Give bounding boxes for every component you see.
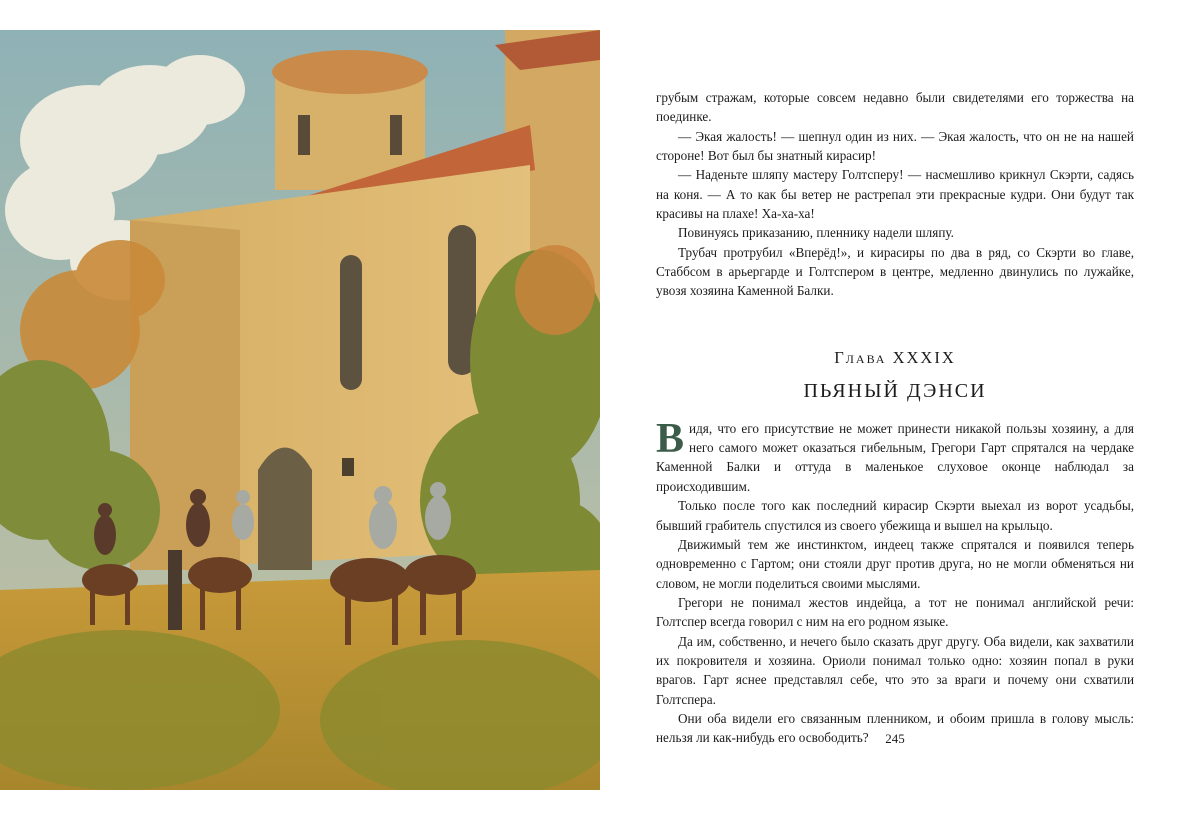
opening-paragraph-text: идя, что его присутствие не может принести никакой пользы хозяину, а для него самого может оказаться гибельным, Грегори Гарт спрятался на чердаке Каменной Балки и оттуда в маленькое слуховое оконце наблюдал за происходившим. bbox=[656, 420, 1134, 494]
paragraph: — Экая жалость! — шепнул один из них. — Экая жалость, что он не на нашей стороне! Вот был бы знатный кирасир! bbox=[656, 128, 1134, 164]
chapter-number: Глава XXXIX bbox=[834, 347, 956, 367]
paragraph: Трубач протрубил «Вперёд!», и кирасиры по два в ряд, со Скэрти во главе, Стаббсом в арьергарде и Голтспером в центре, медленно двинулись по лужайке, увозя хозяина Каменной Балки. bbox=[656, 244, 1134, 299]
chapter-title: ПЬЯНЫЙ ДЭНСИ bbox=[803, 379, 987, 402]
paragraph: — Наденьте шляпу мастеру Голтсперу! — насмешливо крикнул Скэрти, садясь на коня. — А то как бы ветер не растрепал эти прекрасные кудри. Они будут так красивы на плахе! Ха-ха-ха! bbox=[656, 167, 1134, 222]
castle-illustration bbox=[0, 30, 600, 790]
paragraph: Только после того как последний кирасир Скэрти выехал из ворот усадьбы, бывший грабитель спустился из своего убежища и вышел на крыльцо. bbox=[656, 498, 1134, 533]
text-page bbox=[656, 88, 1134, 748]
paragraph: Движимый тем же инстинктом, индеец также спрятался и появился теперь одновременно с Гартом; они стояли друг против друга, но не могли обменяться ни словом, не могли поделиться своими мыслями. bbox=[656, 536, 1134, 591]
page-number: 245 bbox=[885, 731, 905, 746]
paragraph: грубым стражам, которые совсем недавно были свидетелями его торжества на поединке. bbox=[656, 90, 1134, 125]
bottom-paragraphs bbox=[656, 496, 1134, 747]
paragraph: Они оба видели его связанным пленником, и обоим пришла в голову мысль: нельзя ли как-нибудь его освободить? bbox=[656, 710, 1134, 746]
top-paragraphs bbox=[656, 88, 1134, 301]
paragraph: Грегори не понимал жестов индейца, а тот не понимал английской речи: Голтспер всегда говорил с ним на его родном языке. bbox=[656, 594, 1134, 630]
opening-paragraph bbox=[656, 415, 1134, 496]
paragraph: Да им, собственно, и нечего было сказать друг другу. Оба видели, как захватили их покровителя и хозяина. Ориоли понимал только одно: хозяин попал в руки врагов. Гарт яснее представлял себе, что это за враги и почему они схватили Голтспера. bbox=[656, 633, 1134, 707]
paragraph: Повинуясь приказанию, пленнику надели шляпу. bbox=[678, 225, 954, 241]
castle-painting-image bbox=[0, 30, 600, 790]
drop-cap: В bbox=[656, 415, 685, 462]
